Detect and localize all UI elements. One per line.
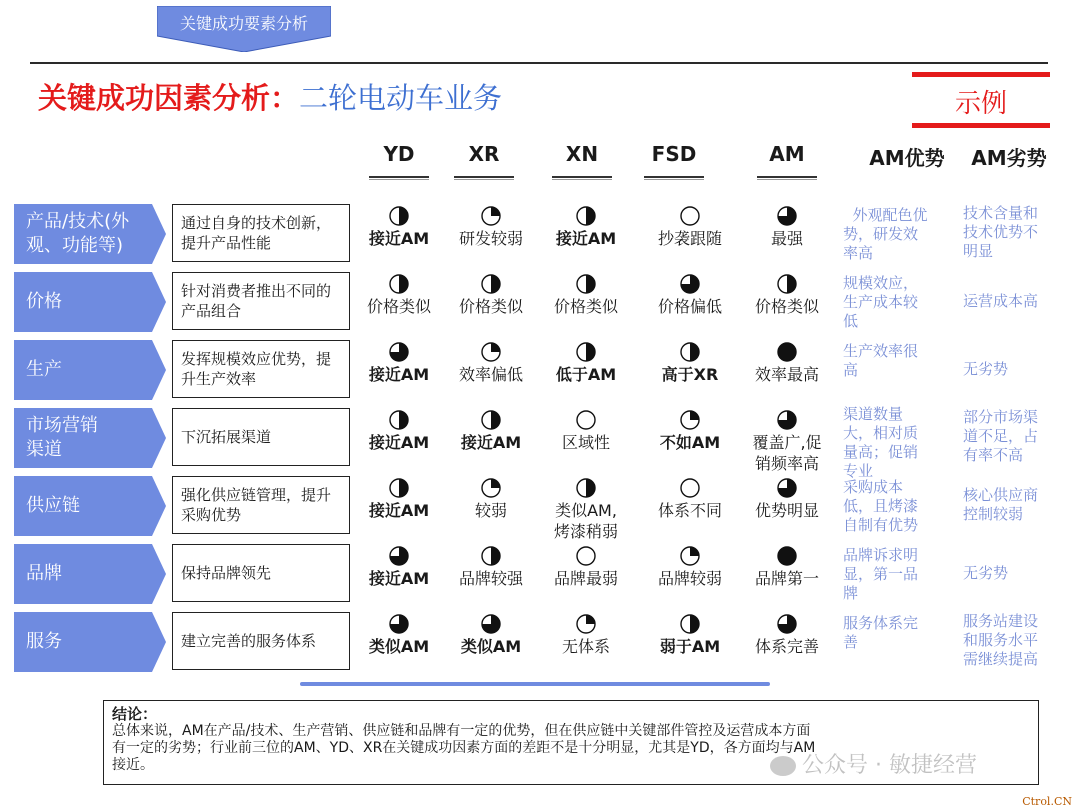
- note-line: 技术优势不: [963, 223, 1039, 241]
- category-label-line: 供应链: [26, 495, 80, 516]
- note-line: 外观配色优: [843, 206, 928, 224]
- rating-circle-icon: [776, 409, 798, 431]
- note-line: 势，研发效: [843, 225, 919, 243]
- rating-circle-icon: [575, 409, 597, 431]
- rating-text: 接近AM: [460, 433, 522, 452]
- rating-text: 品牌较强: [458, 569, 523, 588]
- note-line: 核心供应商: [963, 486, 1039, 504]
- rating-circle-icon: [480, 545, 502, 567]
- note-line: 生产效率很: [843, 342, 919, 360]
- note-line: 明显: [963, 242, 994, 260]
- category-arrow: [14, 204, 166, 264]
- rating-cell-am: [741, 613, 833, 656]
- am-disadvantage-note: [963, 564, 1063, 583]
- am-advantage-note: [843, 342, 953, 380]
- am-disadvantage-note: [963, 360, 1063, 379]
- category-arrow: [14, 340, 166, 400]
- category-label-line: 渠道: [26, 439, 62, 460]
- rating-circle-icon: [776, 613, 798, 635]
- conclusion-line: 接近。: [112, 757, 154, 773]
- rating-circle-icon: [575, 341, 597, 363]
- rating-cell-am: [741, 341, 833, 384]
- rating-cell-xr: [445, 205, 537, 248]
- rating-text: 类似AM: [460, 637, 522, 656]
- rating-text: 低于AM: [555, 365, 617, 384]
- note-line: 采购成本: [843, 478, 904, 496]
- rating-circle-icon: [480, 477, 502, 499]
- rating-text: 不如AM: [659, 433, 721, 452]
- rating-circle-icon: [679, 477, 701, 499]
- rating-cell-am: [741, 545, 833, 588]
- rating-cell-fsd: [644, 613, 736, 656]
- note-line: 规模效应，: [843, 274, 919, 292]
- rating-circle-icon: [575, 545, 597, 567]
- page-title: [38, 78, 558, 118]
- column-header-fsd: FSD: [651, 142, 697, 166]
- rating-cell-fsd: [644, 545, 736, 588]
- rating-text: 价格类似: [754, 297, 819, 316]
- rating-text: 研发较弱: [458, 229, 523, 248]
- category-label-line: 生产: [26, 359, 62, 380]
- rating-cell-xn: [540, 341, 632, 384]
- note-line: 渠道数量: [843, 405, 904, 423]
- rating-cell-xr: [445, 341, 537, 384]
- header-divider: [30, 62, 1048, 64]
- note-line: 高: [843, 361, 859, 379]
- footer-mark: Ctrol.CN: [1022, 795, 1072, 808]
- rating-cell-xn: [540, 205, 632, 248]
- note-line: 需继续提高: [963, 650, 1039, 668]
- rating-cell-am: [741, 273, 833, 316]
- rating-cell-xn: [540, 545, 632, 588]
- note-line: 和服务水平: [963, 631, 1039, 649]
- conclusion-line: 有一定的劣势；行业前三位的AM、YD、XR在关键成功因素方面的差距不是十分明显，尤其是YD，各方面均与AM: [112, 740, 816, 756]
- factor-description: 发挥规模效应优势，提升生产效率: [172, 340, 350, 398]
- rating-circle-icon: [679, 545, 701, 567]
- rating-text: 品牌较弱: [657, 569, 722, 588]
- rating-text: 接近AM: [368, 365, 430, 384]
- note-line: 低，且烤漆: [843, 497, 919, 515]
- section-tab: [157, 6, 331, 52]
- rating-cell-yd: [353, 613, 445, 656]
- rating-circle-icon: [776, 545, 798, 567]
- rating-circle-icon: [679, 205, 701, 227]
- factor-description: 下沉拓展渠道: [172, 408, 350, 466]
- category-label-line: 观、功能等): [26, 235, 124, 256]
- note-line: 服务体系完: [843, 614, 919, 632]
- note-line: 专业: [843, 462, 874, 480]
- rating-cell-fsd: [644, 341, 736, 384]
- rating-circle-icon: [388, 341, 410, 363]
- rating-cell-am: [741, 205, 833, 248]
- am-advantage-note: [843, 546, 953, 603]
- rating-cell-xr: [445, 273, 537, 316]
- conclusion-title: 结论：: [112, 705, 158, 723]
- rating-circle-icon: [388, 273, 410, 295]
- example-label: 示例: [954, 89, 1007, 119]
- am-disadvantage-note: [963, 612, 1063, 669]
- rating-text: 烤漆稍弱: [553, 522, 618, 541]
- am-advantage-note: [843, 274, 953, 331]
- category-label: [26, 494, 80, 518]
- rating-text: 品牌最弱: [553, 569, 618, 588]
- factor-description: 通过自身的技术创新，提升产品性能: [172, 204, 350, 262]
- category-label-line: 品牌: [26, 563, 62, 584]
- factor-description: 针对消费者推出不同的产品组合: [172, 272, 350, 330]
- column-underline: [552, 179, 612, 180]
- note-line: 大，相对质: [843, 424, 919, 442]
- example-badge: [912, 72, 1050, 128]
- rating-text: 高于XR: [661, 365, 719, 384]
- watermark: [770, 748, 977, 779]
- watermark-text: 公众号 · 敏捷经营: [802, 753, 977, 778]
- note-line: 控制较弱: [963, 505, 1024, 523]
- note-line: 有率不高: [963, 446, 1024, 464]
- rating-cell-yd: [353, 545, 445, 588]
- factor-description: 建立完善的服务体系: [172, 612, 350, 670]
- rating-cell-yd: [353, 341, 445, 384]
- rating-circle-icon: [480, 205, 502, 227]
- rating-text: 较弱: [474, 501, 507, 520]
- rating-circle-icon: [776, 341, 798, 363]
- rating-circle-icon: [480, 273, 502, 295]
- rating-circle-icon: [575, 205, 597, 227]
- rating-text: 销频率高: [754, 454, 819, 473]
- rating-cell-xr: [445, 545, 537, 588]
- category-arrow: [14, 612, 166, 672]
- category-label-line: 产品/技术(外: [26, 211, 130, 232]
- rating-text: 接近AM: [368, 569, 430, 588]
- am-advantage-note: [843, 206, 953, 263]
- column-header-am劣势: AM劣势: [971, 146, 1047, 170]
- rating-text: 类似AM: [368, 637, 430, 656]
- rating-circle-icon: [679, 273, 701, 295]
- category-label: [26, 562, 62, 586]
- rating-cell-xr: [445, 613, 537, 656]
- rating-circle-icon: [388, 477, 410, 499]
- rating-circle-icon: [480, 341, 502, 363]
- note-line: 自制有优势: [843, 516, 919, 534]
- am-advantage-note: [843, 614, 953, 652]
- note-line: 善: [843, 633, 859, 651]
- rating-cell-xn: [540, 477, 632, 541]
- rating-text: 覆盖广,促: [752, 433, 822, 452]
- column-header-am优势: AM优势: [869, 146, 945, 170]
- rating-cell-yd: [353, 273, 445, 316]
- rating-text: 体系不同: [657, 501, 722, 520]
- rating-text: 接近AM: [368, 229, 430, 248]
- rating-text: 无体系: [561, 637, 610, 656]
- rating-circle-icon: [388, 613, 410, 635]
- rating-text: 价格类似: [458, 297, 523, 316]
- category-label: [26, 630, 62, 654]
- category-label: [26, 358, 62, 382]
- section-tab-label: 关键成功要素分析: [179, 14, 308, 33]
- title-red-part: 关键成功因素分析：: [38, 81, 300, 115]
- am-disadvantage-note: [963, 204, 1063, 261]
- am-advantage-note: [843, 405, 953, 481]
- rating-cell-am: [741, 409, 833, 473]
- am-disadvantage-note: [963, 486, 1063, 524]
- rating-cell-yd: [353, 205, 445, 248]
- note-line: 服务站建设: [963, 612, 1039, 630]
- am-disadvantage-note: [963, 292, 1063, 311]
- rating-cell-yd: [353, 409, 445, 452]
- category-arrow: [14, 408, 166, 468]
- rating-text: 体系完善: [754, 637, 819, 656]
- rating-text: 品牌第一: [754, 569, 819, 588]
- rating-circle-icon: [388, 409, 410, 431]
- rating-text: 效率最高: [754, 365, 819, 384]
- conclusion-line: 总体来说，AM在产品/技术、生产营销、供应链和品牌有一定的优势，但在供应链中关键部件管控及运营成本方面: [112, 723, 811, 739]
- rating-circle-icon: [575, 273, 597, 295]
- note-line: 生产成本较: [843, 293, 919, 311]
- category-label: [26, 414, 98, 462]
- note-line: 量高；促销: [843, 443, 919, 461]
- column-underline: [552, 176, 612, 178]
- column-underline: [369, 176, 429, 178]
- rating-circle-icon: [575, 613, 597, 635]
- title-blue-part: 二轮电动车业务: [299, 81, 503, 115]
- note-line: 道不足，占: [963, 427, 1039, 445]
- note-line: 无劣势: [963, 360, 1009, 378]
- note-line: 显，第一品: [843, 565, 919, 583]
- rating-text: 弱于AM: [659, 637, 721, 656]
- rating-text: 价格偏低: [657, 297, 722, 316]
- rating-circle-icon: [776, 205, 798, 227]
- rating-text: 价格类似: [553, 297, 618, 316]
- rating-circle-icon: [388, 545, 410, 567]
- rating-cell-xr: [445, 409, 537, 452]
- column-underline: [369, 179, 429, 180]
- rating-text: 效率偏低: [458, 365, 523, 384]
- rating-circle-icon: [776, 477, 798, 499]
- rating-text: 区域性: [561, 433, 610, 452]
- rating-text: 接近AM: [368, 433, 430, 452]
- note-line: 无劣势: [963, 564, 1009, 582]
- rating-cell-fsd: [644, 273, 736, 316]
- note-line: 牌: [843, 584, 859, 602]
- am-disadvantage-note: [963, 408, 1063, 465]
- note-line: 运营成本高: [963, 292, 1039, 310]
- category-arrow: [14, 544, 166, 604]
- category-label-line: 服务: [26, 631, 62, 652]
- rating-text: 接近AM: [368, 501, 430, 520]
- rating-text: 最强: [770, 229, 803, 248]
- column-underline: [757, 176, 817, 178]
- column-header-am: AM: [769, 142, 805, 166]
- note-line: 技术含量和: [963, 204, 1039, 222]
- note-line: 率高: [843, 244, 874, 262]
- column-underline: [454, 176, 514, 178]
- rating-text: 价格类似: [366, 297, 431, 316]
- rating-text: 优势明显: [754, 501, 819, 520]
- rating-circle-icon: [679, 341, 701, 363]
- table-bottom-bar: [300, 682, 770, 686]
- category-label: [26, 210, 129, 258]
- rating-circle-icon: [679, 409, 701, 431]
- column-header-xn: XN: [565, 142, 599, 166]
- rating-text: 类似AM,: [555, 501, 617, 520]
- category-label: [26, 290, 62, 314]
- rating-cell-fsd: [644, 205, 736, 248]
- category-arrow: [14, 476, 166, 536]
- rating-cell-xn: [540, 409, 632, 452]
- note-line: 低: [843, 312, 859, 330]
- column-underline: [644, 176, 704, 178]
- category-label-line: 市场营销: [26, 415, 98, 436]
- rating-circle-icon: [679, 613, 701, 635]
- category-label-line: 价格: [26, 291, 62, 312]
- rating-circle-icon: [480, 613, 502, 635]
- column-underline: [454, 179, 514, 180]
- rating-cell-xr: [445, 477, 537, 520]
- rating-cell-fsd: [644, 477, 736, 520]
- rating-text: 接近AM: [555, 229, 617, 248]
- rating-cell-am: [741, 477, 833, 520]
- column-header-xr: XR: [468, 142, 500, 166]
- factor-description: 强化供应链管理，提升采购优势: [172, 476, 350, 534]
- rating-circle-icon: [480, 409, 502, 431]
- factor-description: 保持品牌领先: [172, 544, 350, 602]
- note-line: 部分市场渠: [963, 408, 1039, 426]
- rating-circle-icon: [388, 205, 410, 227]
- column-underline: [644, 179, 704, 180]
- rating-circle-icon: [575, 477, 597, 499]
- rating-cell-yd: [353, 477, 445, 520]
- rating-cell-fsd: [644, 409, 736, 452]
- column-underline: [757, 179, 817, 180]
- rating-cell-xn: [540, 613, 632, 656]
- rating-text: 抄袭跟随: [657, 229, 722, 248]
- am-advantage-note: [843, 478, 953, 535]
- note-line: 品牌诉求明: [843, 546, 919, 564]
- wechat-icon: [770, 756, 796, 776]
- column-header-yd: YD: [383, 142, 415, 166]
- rating-cell-xn: [540, 273, 632, 316]
- rating-circle-icon: [776, 273, 798, 295]
- category-arrow: [14, 272, 166, 332]
